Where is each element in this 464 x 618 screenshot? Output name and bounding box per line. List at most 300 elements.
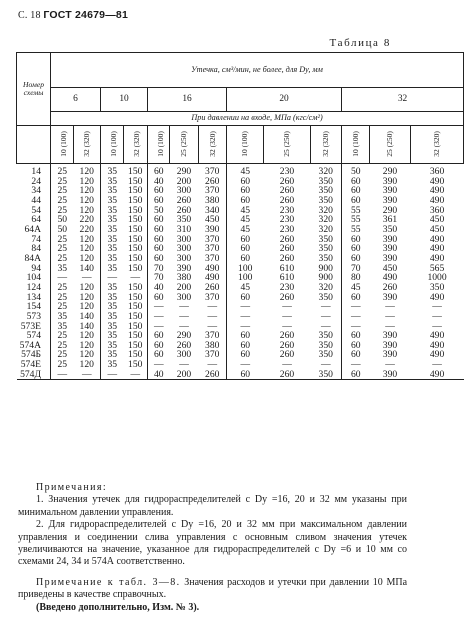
leak-value-cell: 320 — [318, 204, 333, 216]
leak-value-cell: 140 — [79, 320, 94, 332]
diameter-header: 20 — [227, 88, 342, 112]
note-2: 2. Для гидрораспределителей с Dy =16, 20 и 32 мм при максимальном давлении управления и соединении слива управления с основным сливом значения утечек увеличиваются на значение, указанное для гидрораспределителей с Dy =6 и 10 мм со схемами 24, 34 и 574А соответственно. — [18, 519, 407, 568]
leak-value-cell: — — [385, 310, 395, 322]
pressure-column-label: 10 (100) — [155, 130, 165, 157]
leak-value-cell: 490 — [429, 243, 445, 255]
leak-value-cell: 35 — [101, 186, 124, 196]
pressure-column-header — [370, 126, 411, 164]
leak-value-cell: 290 — [382, 204, 398, 216]
leak-value-cell: 35 — [101, 235, 124, 245]
leak-value-cell: 60 — [148, 186, 170, 196]
scheme-number-cell: 64 — [31, 214, 41, 226]
leak-value-cell: — — [124, 370, 148, 380]
table-body — [17, 164, 464, 380]
pressure-column-label: 10 (100) — [58, 130, 68, 157]
leak-value-cell: 300 — [176, 291, 192, 303]
leak-value-cell: — — [385, 320, 395, 332]
amendment-note: (Введено дополнительно, Изм. № 3). — [36, 601, 200, 613]
leak-value-cell: 1000 — [427, 272, 447, 284]
leak-value-cell: 380 — [205, 339, 220, 351]
leak-value-cell: 120 — [79, 185, 94, 197]
scheme-number-cell: 104 — [26, 272, 41, 284]
leak-value-cell: 55 — [342, 206, 370, 216]
leak-value-cell: 35 — [101, 331, 124, 341]
leak-value-cell: 120 — [79, 301, 94, 313]
leak-value-cell: 150 — [128, 320, 143, 332]
leak-value-cell: 390 — [382, 175, 398, 187]
scheme-number-cell: 84 — [31, 243, 41, 255]
leak-value-cell: 60 — [342, 177, 370, 187]
leak-value-cell: 60 — [148, 331, 170, 341]
leak-value-cell: 390 — [382, 194, 398, 206]
leak-value-cell: 35 — [101, 196, 124, 206]
leak-value-cell: 350 — [318, 243, 333, 255]
leak-value-cell: 900 — [318, 262, 333, 274]
leak-value-cell: 60 — [227, 186, 264, 196]
leak-value-cell: 260 — [264, 370, 311, 380]
pressure-column-header — [199, 126, 227, 164]
leak-value-cell: 60 — [227, 293, 264, 303]
leak-value-cell: 35 — [51, 322, 74, 332]
leak-value-cell: 35 — [101, 206, 124, 216]
scheme-number-cell: 574А — [19, 339, 41, 351]
leak-value-cell: — — [148, 360, 170, 370]
leak-value-cell: 150 — [128, 214, 143, 226]
leak-value-cell: 50 — [342, 164, 370, 177]
leak-value-cell: 260 — [176, 339, 192, 351]
leak-value-cell: 390 — [382, 339, 398, 351]
leak-value-cell: — — [342, 360, 370, 370]
leak-value-cell: 300 — [176, 233, 192, 245]
leak-value-cell: 450 — [429, 214, 445, 226]
leak-value-cell: — — [432, 310, 442, 322]
scheme-number-cell: 154 — [26, 301, 41, 313]
pressure-column-label: 10 (100) — [240, 130, 250, 157]
leak-value-cell: 60 — [148, 235, 170, 245]
leak-value-cell: 150 — [128, 330, 143, 342]
leak-value-cell: 60 — [227, 341, 264, 351]
leak-value-cell: 60 — [342, 235, 370, 245]
leak-value-cell: 120 — [79, 166, 94, 177]
leak-value-cell: 25 — [51, 331, 74, 341]
leak-value-cell: 120 — [79, 359, 94, 371]
leak-value-cell: 60 — [148, 215, 170, 225]
leak-value-cell: 35 — [101, 302, 124, 312]
table-row — [17, 370, 464, 380]
pressure-column-row — [17, 126, 464, 164]
leak-value-cell: 150 — [128, 175, 143, 187]
leak-value-cell: 370 — [205, 166, 220, 177]
leak-value-cell: 120 — [79, 349, 94, 361]
leak-value-cell: 35 — [51, 312, 74, 322]
leak-value-cell: 60 — [342, 350, 370, 360]
leak-value-cell: 490 — [429, 194, 445, 206]
leak-value-cell: 300 — [176, 243, 192, 255]
leak-value-cell: 150 — [128, 194, 143, 206]
leak-value-cell: 120 — [79, 291, 94, 303]
leak-value-cell: — — [385, 359, 395, 371]
scheme-number-cell: 54 — [31, 204, 41, 216]
leak-value-cell: 150 — [128, 359, 143, 371]
leak-value-cell: 35 — [101, 215, 124, 225]
leak-value-cell: 260 — [279, 175, 295, 187]
leak-value-cell: 60 — [342, 331, 370, 341]
leak-value-cell: — — [51, 273, 74, 283]
leak-value-cell: 260 — [279, 252, 295, 264]
leak-value-cell: 370 — [205, 349, 220, 361]
leak-value-cell: — — [282, 301, 292, 313]
leak-value-cell: 120 — [79, 175, 94, 187]
scheme-number-cell: 84А — [24, 252, 41, 264]
pressure-column-label: 32 (320) — [131, 130, 141, 157]
leak-value-cell: 60 — [148, 293, 170, 303]
leak-value-cell: 390 — [382, 233, 398, 245]
leak-value-cell: 70 — [342, 264, 370, 274]
leak-value-cell: 370 — [205, 252, 220, 264]
leak-value-cell: 120 — [79, 194, 94, 206]
leak-value-cell: 370 — [205, 243, 220, 255]
general-note-label: Примечание к табл. 3—8. — [36, 576, 181, 588]
leak-value-cell: 380 — [176, 272, 192, 284]
leak-value-cell: — — [282, 310, 292, 322]
general-note-text: Значения расходов и утечки при давлении 10 МПа приведены в качестве справочных. — [18, 576, 408, 601]
leak-value-cell: 310 — [176, 223, 192, 235]
page-header — [18, 9, 399, 23]
leak-value-cell: 200 — [170, 370, 199, 380]
pressure-column-header — [124, 126, 148, 164]
leak-value-cell: — — [432, 359, 442, 371]
leak-value-cell: 60 — [227, 235, 264, 245]
leak-value-cell: 450 — [382, 262, 398, 274]
leak-value-cell: 260 — [279, 243, 295, 255]
leak-value-cell: 25 — [51, 293, 74, 303]
leak-value-cell: 390 — [205, 223, 220, 235]
leak-value-cell: 40 — [148, 283, 170, 293]
leak-value-cell: 260 — [382, 281, 398, 293]
leak-value-cell: — — [227, 322, 264, 332]
leak-value-cell: 120 — [79, 252, 94, 264]
leak-value-cell: 320 — [318, 223, 333, 235]
leak-value-cell: — — [148, 302, 170, 312]
leak-value-cell: 290 — [176, 166, 192, 177]
leak-value-cell: 35 — [101, 312, 124, 322]
leak-value-cell: — — [320, 301, 331, 313]
leak-value-cell: 150 — [128, 339, 143, 351]
leak-value-cell: 60 — [342, 186, 370, 196]
leak-value-cell: 120 — [79, 281, 94, 293]
pressure-column-label: 10 (100) — [350, 130, 360, 157]
leak-value-cell: 610 — [279, 262, 295, 274]
scheme-number-cell: 573Е — [20, 320, 41, 332]
leak-value-cell: 260 — [205, 281, 220, 293]
leak-value-cell: 60 — [148, 196, 170, 206]
scheme-number-cell: 14 — [31, 166, 41, 177]
leakage-table — [16, 52, 464, 380]
pressure-column-label: 32 (320) — [432, 130, 442, 157]
leak-value-cell: 230 — [279, 166, 295, 177]
leak-value-cell: 390 — [382, 330, 398, 342]
leak-value-cell: 610 — [279, 272, 295, 284]
leak-value-cell: 25 — [51, 244, 74, 254]
leak-value-cell: 25 — [51, 164, 74, 177]
leak-value-cell: 260 — [279, 194, 295, 206]
leak-value-cell: 50 — [51, 215, 74, 225]
leak-value-cell: 290 — [382, 166, 398, 177]
leak-value-cell: 45 — [342, 283, 370, 293]
diameter-header: 6 — [51, 88, 101, 112]
leak-value-cell: 25 — [51, 341, 74, 351]
leak-value-cell: — — [342, 322, 370, 332]
leak-header: Утечка, см³/мин, не более, для Dy, мм — [51, 53, 464, 88]
leak-value-cell: 25 — [51, 186, 74, 196]
leak-value-cell: 60 — [342, 341, 370, 351]
leak-value-cell: 260 — [279, 291, 295, 303]
pressure-column-label: 25 (250) — [282, 130, 292, 157]
scheme-number-cell: 44 — [31, 194, 41, 206]
scheme-number-cell: 574Б — [21, 349, 41, 361]
pressure-column-label: 25 (250) — [385, 130, 395, 157]
diameter-header: 32 — [342, 88, 464, 112]
leak-value-cell: — — [101, 273, 124, 283]
leak-value-cell: 490 — [429, 175, 445, 187]
leak-value-cell: 150 — [128, 166, 143, 177]
table-title: Таблица 8 — [329, 37, 391, 49]
leak-value-cell: 350 — [429, 281, 445, 293]
leak-value-cell: 60 — [148, 341, 170, 351]
leak-value-cell: 45 — [227, 225, 264, 235]
leak-value-cell: 150 — [128, 291, 143, 303]
leak-value-cell: 360 — [429, 166, 445, 177]
leak-value-cell: 150 — [128, 310, 143, 322]
leak-value-cell: 50 — [148, 206, 170, 216]
leak-value-cell: 35 — [101, 341, 124, 351]
leak-value-cell: 25 — [51, 350, 74, 360]
leak-value-cell: 25 — [51, 283, 74, 293]
diameter-header: 10 — [101, 88, 148, 112]
leak-value-cell: 60 — [148, 254, 170, 264]
leak-value-cell: — — [227, 360, 264, 370]
leak-value-cell: — — [432, 320, 442, 332]
leak-value-cell: 490 — [429, 291, 445, 303]
scheme-number-cell: 74 — [31, 233, 41, 245]
leak-value-cell: 200 — [176, 175, 192, 187]
leak-value-cell: 260 — [176, 204, 192, 216]
leak-value-cell: 35 — [101, 350, 124, 360]
pressure-column-label: 32 (320) — [207, 130, 217, 157]
diameter-row — [17, 88, 464, 112]
leak-value-cell: 60 — [227, 350, 264, 360]
leak-value-cell: 50 — [51, 225, 74, 235]
leak-value-cell: 390 — [382, 243, 398, 255]
leak-value-cell: 150 — [128, 301, 143, 313]
leak-value-cell: 350 — [311, 370, 342, 380]
general-note — [18, 577, 407, 602]
leak-value-cell: 60 — [227, 244, 264, 254]
leak-value-cell: 45 — [227, 215, 264, 225]
leak-value-cell: — — [179, 301, 189, 313]
leak-value-cell: — — [101, 370, 124, 380]
leak-value-cell: 490 — [205, 262, 220, 274]
leak-value-cell: 390 — [382, 291, 398, 303]
leak-value-cell: 350 — [318, 175, 333, 187]
leak-value-cell: — — [320, 320, 331, 332]
leak-value-cell: 260 — [279, 349, 295, 361]
leak-value-cell: — — [148, 322, 170, 332]
pressure-column-header — [148, 126, 170, 164]
leak-value-cell: 60 — [227, 370, 264, 380]
leak-value-cell: 120 — [79, 204, 94, 216]
leak-value-cell: 490 — [429, 233, 445, 245]
leak-value-cell: 35 — [101, 283, 124, 293]
diameter-header: 16 — [148, 88, 227, 112]
scheme-number-cell: 64А — [24, 223, 41, 235]
leak-value-cell: 120 — [79, 339, 94, 351]
leak-value-cell: 25 — [51, 177, 74, 187]
leak-value-cell: 35 — [101, 264, 124, 274]
leak-value-cell: 150 — [128, 204, 143, 216]
leak-value-cell: — — [282, 359, 292, 371]
scheme-number-cell: 124 — [26, 281, 41, 293]
leak-value-cell: 260 — [279, 339, 295, 351]
scheme-column-header: Номер схемы — [17, 53, 51, 126]
leak-value-cell: 60 — [227, 177, 264, 187]
scheme-number-cell: 94 — [31, 262, 41, 274]
leak-value-cell: 260 — [199, 370, 227, 380]
leak-value-cell: 45 — [227, 206, 264, 216]
leak-value-cell: 140 — [79, 310, 94, 322]
leak-value-cell: 35 — [101, 254, 124, 264]
leak-value-cell: 60 — [342, 244, 370, 254]
leak-value-cell: 300 — [176, 349, 192, 361]
scheme-number-cell: 34 — [31, 185, 41, 197]
leak-value-cell: 25 — [51, 360, 74, 370]
pressure-column-header — [227, 126, 264, 164]
leak-value-cell: — — [320, 359, 331, 371]
leak-value-cell: 260 — [279, 233, 295, 245]
leak-value-cell: 150 — [128, 252, 143, 264]
leak-value-cell: 490 — [429, 252, 445, 264]
leak-value-cell: 150 — [128, 233, 143, 245]
leak-value-cell: 230 — [279, 214, 295, 226]
leak-value-cell: 80 — [342, 273, 370, 283]
leak-value-cell: — — [432, 301, 442, 313]
pressure-header: При давлении на входе, МПа (кгс/см²) — [51, 112, 464, 126]
leak-value-cell: 450 — [429, 223, 445, 235]
leak-value-cell: 390 — [370, 370, 411, 380]
leak-value-cell: 35 — [101, 360, 124, 370]
leak-value-cell: 35 — [101, 244, 124, 254]
leak-value-cell: 150 — [128, 243, 143, 255]
leak-value-cell: 60 — [148, 244, 170, 254]
leak-value-cell: 40 — [148, 370, 170, 380]
leak-value-cell: — — [227, 312, 264, 322]
leak-value-cell: 60 — [342, 196, 370, 206]
leak-value-cell: 100 — [227, 273, 264, 283]
leak-value-cell: 230 — [279, 223, 295, 235]
leak-value-cell: 120 — [79, 330, 94, 342]
notes — [18, 482, 407, 614]
leak-value-cell: 150 — [128, 262, 143, 274]
pressure-column-header — [342, 126, 370, 164]
leak-value-cell: — — [342, 312, 370, 322]
leak-value-cell: — — [130, 272, 141, 284]
leak-value-cell: 60 — [342, 293, 370, 303]
leak-value-cell: — — [320, 310, 331, 322]
leak-value-cell: 350 — [318, 233, 333, 245]
leak-value-cell: 150 — [128, 185, 143, 197]
leak-value-cell: 260 — [205, 175, 220, 187]
leak-value-cell: 300 — [176, 185, 192, 197]
leak-value-cell: — — [342, 302, 370, 312]
leak-value-cell: 35 — [101, 164, 124, 177]
leak-value-cell: 60 — [227, 331, 264, 341]
pressure-column-header — [311, 126, 342, 164]
leak-value-cell: — — [227, 302, 264, 312]
scheme-number-cell: 574 — [26, 330, 41, 342]
leak-value-cell: 120 — [79, 233, 94, 245]
leak-value-cell: 290 — [176, 330, 192, 342]
leak-value-cell: 60 — [227, 254, 264, 264]
table-row — [17, 164, 464, 177]
leak-value-cell: 120 — [79, 243, 94, 255]
scheme-number-cell: 574Д — [17, 370, 51, 380]
leak-value-cell: 25 — [51, 302, 74, 312]
leak-value-cell: 55 — [342, 215, 370, 225]
leak-value-cell: 360 — [429, 204, 445, 216]
leak-value-cell: 350 — [318, 349, 333, 361]
leak-value-cell: 350 — [318, 185, 333, 197]
leak-value-cell: 350 — [318, 330, 333, 342]
leak-value-cell: 35 — [101, 322, 124, 332]
pressure-column-header — [74, 126, 101, 164]
leak-value-cell: 45 — [227, 164, 264, 177]
pressure-column-header — [170, 126, 199, 164]
leak-value-cell: — — [148, 312, 170, 322]
leak-value-cell: 370 — [205, 233, 220, 245]
leak-value-cell: 25 — [51, 235, 74, 245]
leak-value-cell: 220 — [79, 214, 94, 226]
leak-value-cell: — — [81, 272, 92, 284]
leak-value-cell: 260 — [279, 330, 295, 342]
pressure-column-header — [264, 126, 311, 164]
leak-value-cell: 300 — [176, 252, 192, 264]
leak-value-cell: 35 — [51, 264, 74, 274]
leak-value-cell: 260 — [279, 185, 295, 197]
leak-value-cell: 340 — [205, 204, 220, 216]
document-code: ГОСТ 24679—81 — [43, 9, 128, 21]
leak-value-cell: — — [74, 370, 101, 380]
page-id — [18, 9, 128, 21]
leak-value-cell: 230 — [279, 281, 295, 293]
leak-value-cell: 490 — [205, 272, 220, 284]
leak-value-cell: 350 — [318, 339, 333, 351]
leak-value-cell: 490 — [429, 339, 445, 351]
leak-value-cell: 230 — [279, 204, 295, 216]
leak-value-cell: 55 — [342, 225, 370, 235]
scheme-number-cell: 573 — [26, 310, 41, 322]
leak-value-cell: 320 — [318, 281, 333, 293]
pressure-column-label: 32 (320) — [321, 130, 331, 157]
scheme-column-spacer — [17, 126, 51, 164]
leak-value-cell: 900 — [318, 272, 333, 284]
leak-value-cell: 370 — [205, 291, 220, 303]
pressure-column-header — [411, 126, 464, 164]
leak-value-cell: 361 — [382, 214, 398, 226]
leak-value-cell: 25 — [51, 254, 74, 264]
leak-value-cell: 150 — [128, 223, 143, 235]
leak-value-cell: 390 — [382, 185, 398, 197]
leak-value-cell: — — [179, 310, 189, 322]
